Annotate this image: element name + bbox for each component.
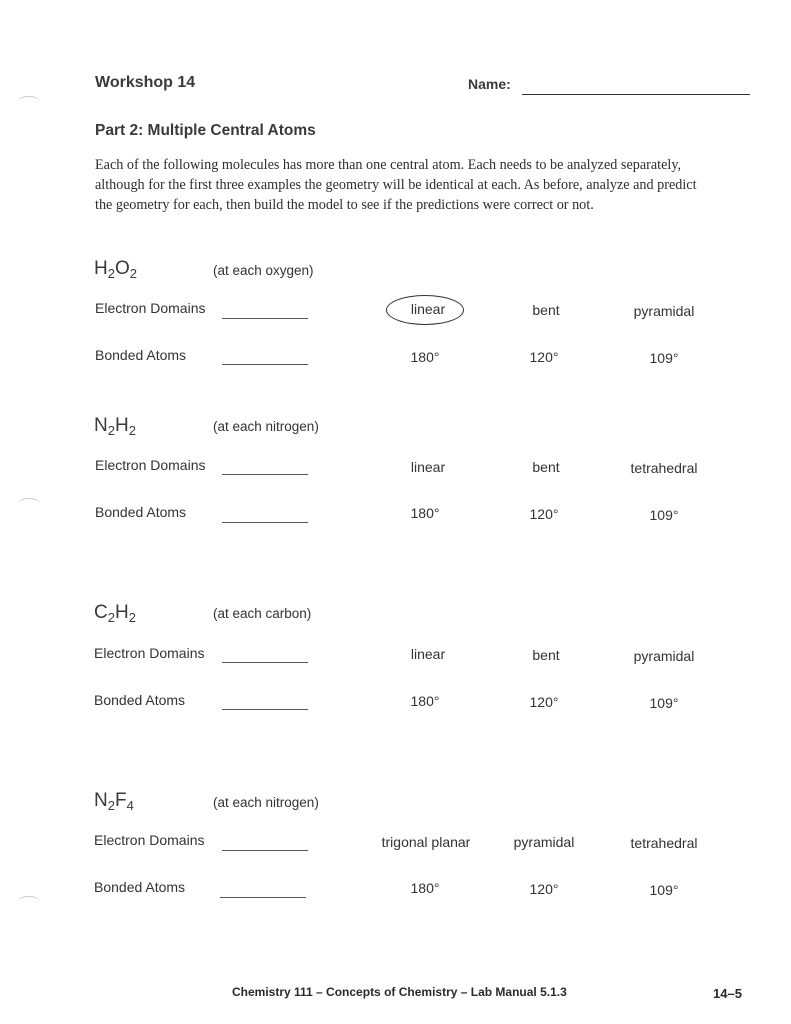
bonded-atoms-blank[interactable] <box>222 708 308 710</box>
electron-domains-label: Electron Domains <box>94 645 205 661</box>
electron-domains-label: Electron Domains <box>95 300 206 316</box>
option-109[interactable]: 109° <box>649 882 679 898</box>
intro-paragraph: Each of the following molecules has more than one central atom. Each needs to be analyzed separately, although for the first three examples the geometry will be identical at each. As before, analyze and predict the geometry for each, then build the model to see if the predictions were correct or not. <box>95 157 697 213</box>
option-120[interactable]: 120° <box>529 506 559 522</box>
bonded-atoms-label: Bonded Atoms <box>95 504 187 520</box>
option-120[interactable]: 120° <box>529 694 559 710</box>
option-trigonal-planar[interactable]: trigonal planar <box>381 834 471 850</box>
electron-domains-blank[interactable] <box>222 849 308 851</box>
option-linear[interactable]: linear <box>410 646 446 662</box>
part-title: Part 2: Multiple Central Atoms <box>95 122 316 139</box>
option-tetrahedral[interactable]: tetrahedral <box>630 460 698 476</box>
page-number: 14–5 <box>713 986 742 1001</box>
formula-n2f4: $N_2F_4$ <box>94 790 134 813</box>
section-note: (at each carbon) <box>213 606 312 621</box>
option-pyramidal[interactable]: pyramidal <box>633 648 695 664</box>
formula-n2h2: $N_2H_2$ <box>94 415 136 438</box>
option-pyramidal[interactable]: pyramidal <box>513 834 575 850</box>
electron-domains-blank[interactable] <box>222 661 308 663</box>
electron-domains-blank[interactable] <box>222 473 308 475</box>
electron-domains-blank[interactable] <box>222 317 308 319</box>
formula-h2o2: $H_2O_2$ <box>94 258 137 281</box>
margin-mark <box>18 96 40 107</box>
electron-domains-label: Electron Domains <box>94 832 205 848</box>
option-120[interactable]: 120° <box>529 349 559 365</box>
bonded-atoms-blank[interactable] <box>222 363 308 365</box>
option-109[interactable]: 109° <box>649 507 679 523</box>
option-pyramidal[interactable]: pyramidal <box>633 303 695 319</box>
option-bent[interactable]: bent <box>532 302 560 318</box>
margin-mark <box>18 896 40 907</box>
option-linear[interactable]: linear <box>410 459 446 475</box>
name-label: Name: <box>468 76 511 92</box>
formula-c2h2: $C_2H_2$ <box>94 602 136 625</box>
bonded-atoms-label: Bonded Atoms <box>94 879 186 895</box>
bonded-atoms-label: Bonded Atoms <box>94 692 186 708</box>
section-note: (at each nitrogen) <box>213 419 319 434</box>
option-tetrahedral[interactable]: tetrahedral <box>630 835 698 851</box>
option-180[interactable]: 180° <box>410 693 440 709</box>
page-title: Workshop 14 <box>95 74 196 91</box>
bonded-atoms-blank[interactable] <box>222 521 308 523</box>
option-180[interactable]: 180° <box>410 880 440 896</box>
option-linear[interactable]: linear <box>410 301 446 317</box>
option-109[interactable]: 109° <box>649 695 679 711</box>
section-note: (at each nitrogen) <box>213 795 319 810</box>
option-bent[interactable]: bent <box>532 647 560 663</box>
bonded-atoms-label: Bonded Atoms <box>95 347 187 363</box>
bonded-atoms-blank[interactable] <box>220 896 306 898</box>
margin-mark <box>18 498 40 509</box>
name-field[interactable] <box>522 93 750 95</box>
option-180[interactable]: 180° <box>410 349 440 365</box>
section-note: (at each oxygen) <box>213 263 314 278</box>
option-109[interactable]: 109° <box>649 350 679 366</box>
footer-text: Chemistry 111 – Concepts of Chemistry – Lab Manual 5.1.3 <box>232 985 567 999</box>
electron-domains-label: Electron Domains <box>95 457 206 473</box>
option-180[interactable]: 180° <box>410 505 440 521</box>
option-120[interactable]: 120° <box>529 881 559 897</box>
option-bent[interactable]: bent <box>532 459 560 475</box>
